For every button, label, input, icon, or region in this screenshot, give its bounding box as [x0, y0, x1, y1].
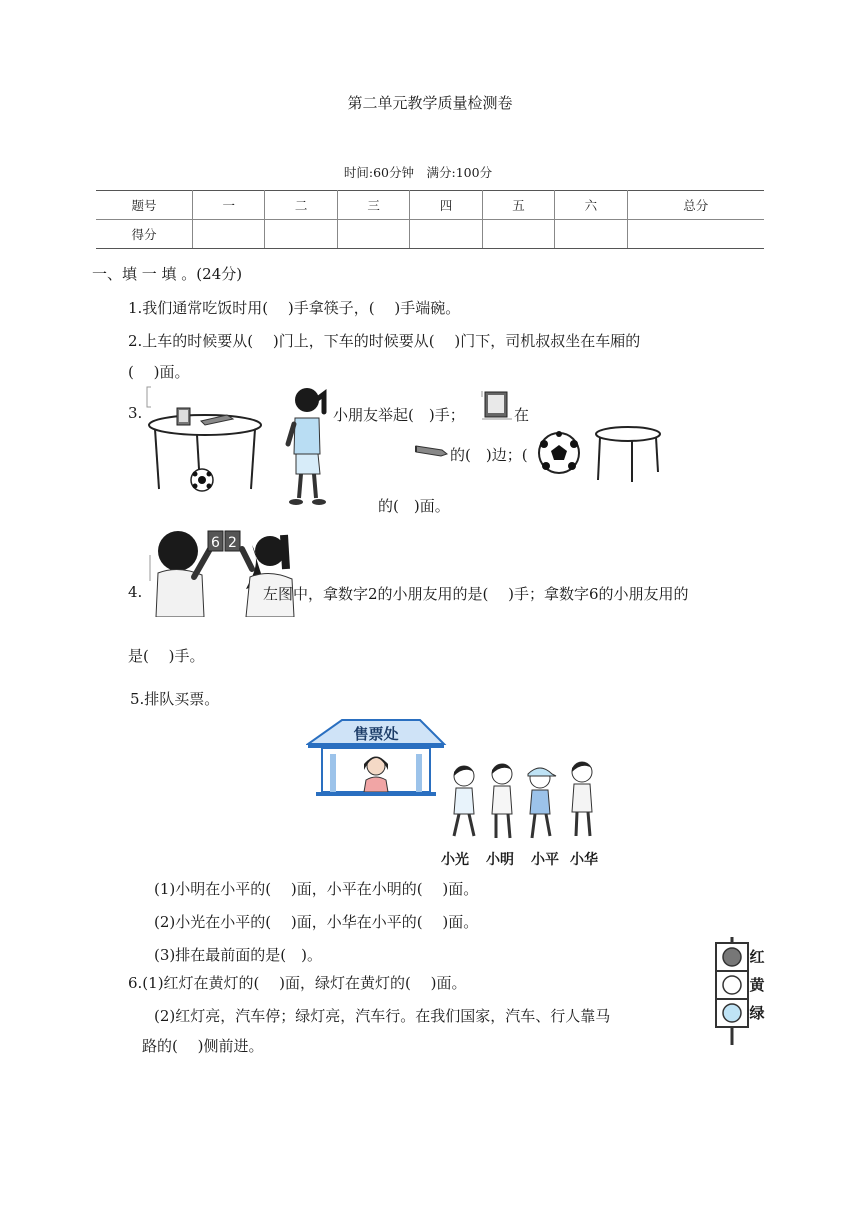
queue-child-xiaoguang [454, 766, 474, 836]
red-light-icon [723, 948, 741, 966]
question-2-line1: 2.上车的时候要从( )门上，下车的时候要从( )门下，司机叔叔坐在车厢的 [128, 332, 641, 350]
traffic-light-picture [712, 937, 772, 1045]
question-2-line2: ( )面。 [128, 363, 190, 381]
question-5-sub1: (1)小明在小平的( )面，小平在小明的( )面。 [154, 880, 479, 898]
score-cell[interactable] [337, 220, 409, 249]
boy-raising-hand-picture [282, 386, 332, 508]
light-label-red: 红 [749, 948, 765, 966]
card-digit-6: 6 [211, 535, 220, 551]
yellow-light-icon [723, 976, 741, 994]
question-3-part-b: 在 [514, 406, 530, 424]
light-label-green: 绿 [749, 1004, 765, 1022]
score-header-cell: 总分 [627, 191, 764, 220]
queue-child-xiaoping [528, 768, 556, 838]
score-header-cell: 六 [555, 191, 627, 220]
queue-name-label: 小明 [486, 852, 514, 868]
question-5-sub2: (2)小光在小平的( )面，小华在小平的( )面。 [154, 913, 479, 931]
queue-child-xiaoming [492, 764, 512, 838]
score-row-label: 得分 [96, 220, 193, 249]
small-table-icon [592, 424, 664, 486]
question-5-sub3: (3)排在最前面的是( )。 [154, 946, 322, 964]
score-table-header-row [96, 191, 764, 220]
question-6-sub1: 6.(1)红灯在黄灯的( )面，绿灯在黄灯的( )面。 [128, 974, 467, 992]
score-cell[interactable] [265, 220, 337, 249]
score-cell[interactable] [627, 220, 764, 249]
question-3-part-d: 的( )面。 [378, 497, 450, 515]
question-5-heading: 5.排队买票。 [130, 690, 220, 708]
question-4-line2: 是( )手。 [128, 647, 205, 665]
queue-name-label: 小光 [441, 852, 469, 868]
question-1: 1.我们通常吃饭时用( )手拿筷子，( )手端碗。 [128, 299, 461, 317]
score-header-cell: 五 [482, 191, 554, 220]
card-digit-2: 2 [228, 535, 237, 551]
question-6-sub2-line1: (2)红灯亮，汽车停；绿灯亮，汽车行。在我们国家，汽车、行人靠马 [154, 1007, 611, 1025]
score-table [96, 190, 764, 249]
green-light-icon [723, 1004, 741, 1022]
question-6-sub2-line2: 路的( )侧前进。 [142, 1037, 264, 1055]
ticket-queue-picture [306, 714, 606, 876]
score-cell[interactable] [410, 220, 482, 249]
light-label-yellow: 黄 [749, 976, 765, 994]
score-header-cell: 一 [193, 191, 265, 220]
soccer-ball-icon [536, 430, 582, 476]
question-3-part-a: 小朋友举起( )手； [333, 406, 465, 424]
score-cell[interactable] [555, 220, 627, 249]
pencil-icon [414, 440, 450, 460]
score-table-score-row [96, 220, 764, 249]
score-header-cell: 二 [265, 191, 337, 220]
table-with-ball-picture [145, 385, 265, 495]
question-3-number: 3. [128, 404, 143, 422]
section-heading: 一、填 一 填 。(24分) [92, 265, 243, 283]
question-4-number: 4. [128, 583, 143, 601]
question-3-part-c: 的( )边；( [450, 446, 528, 464]
ticket-booth-sign: 售票处 [353, 725, 399, 743]
queue-child-xiaohua [572, 762, 592, 836]
question-4-line1: 左图中，拿数字2的小朋友用的是( )手；拿数字6的小朋友用的 [263, 585, 689, 603]
score-header-cell: 四 [410, 191, 482, 220]
score-cell[interactable] [482, 220, 554, 249]
queue-name-label: 小平 [531, 852, 559, 868]
score-header-cell: 题号 [96, 191, 193, 220]
page-title: 第二单元教学质量检测卷 [347, 94, 513, 112]
queue-name-label: 小华 [570, 852, 598, 868]
exam-meta: 时间:60分钟 满分:100分 [343, 165, 493, 180]
pencil-box-icon [480, 389, 514, 421]
score-cell[interactable] [193, 220, 265, 249]
score-header-cell: 三 [337, 191, 409, 220]
